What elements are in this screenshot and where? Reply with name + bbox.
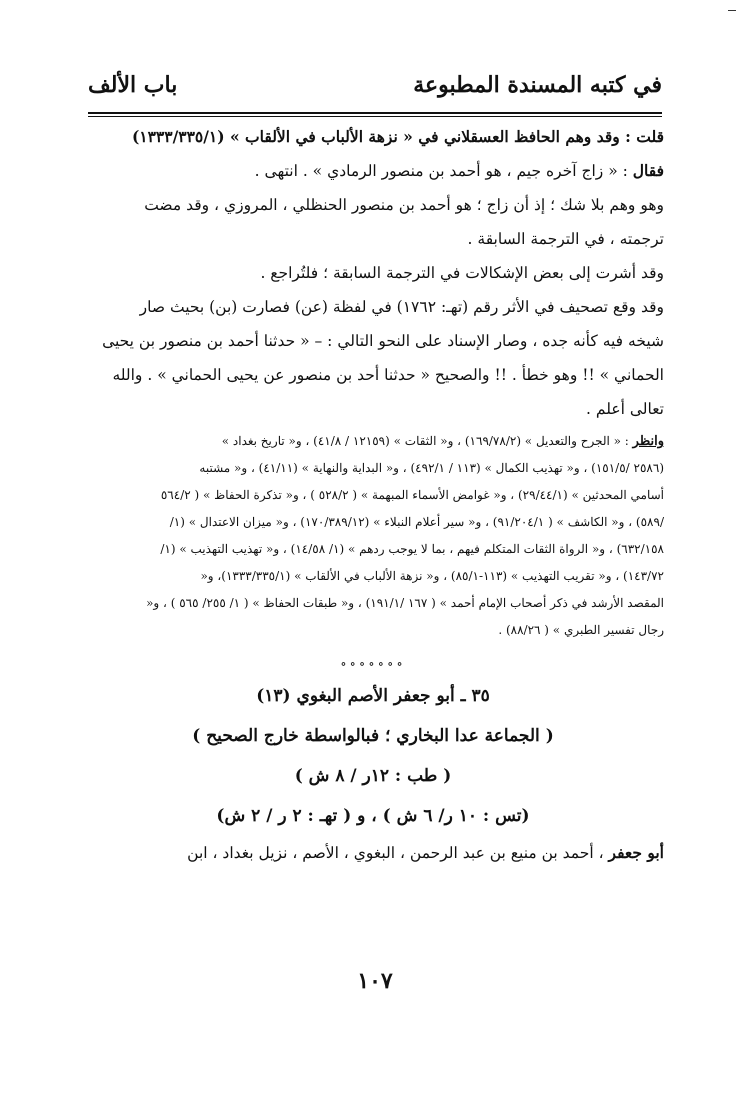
reference-text: : « الجرح والتعديل » (١٦٩/٧٨/٢) ، و« الثقات » (١٢١٥٩ / ٤١/٨) ، و« تاريخ بغداد » <box>221 434 633 448</box>
line-text: شيخه فيه كأنه جده ، وصار الإسناد على النحو التالي : – « حدثنا أحمد بن منصور بن يحيى <box>102 332 664 350</box>
line-text: تعالى أعلم . <box>586 400 664 418</box>
reference-line <box>82 563 664 590</box>
references-block <box>82 428 664 644</box>
reference-line <box>82 509 664 536</box>
chapter-title: باب الألف <box>88 72 178 98</box>
page-body <box>82 120 664 870</box>
paragraph-line <box>82 358 664 392</box>
paragraph-line <box>82 256 664 290</box>
paragraph-line <box>82 324 664 358</box>
entry-code-secondary: (تس : ١٠ ر/ ٦ ش ) ، و ( تهـ : ٢ ر / ٢ ش) <box>216 806 530 826</box>
line-text: قلت : وقد وهم الحافظ العسقلاني في « نزهة الألباب في الألقاب » (١٣٣٣/٣٣٥/١) <box>131 127 664 146</box>
reference-line <box>82 455 664 482</box>
line-text: وقد وقع تصحيف في الأثر رقم (تهـ: ١٧٦٢) في لفظة (عن) فصارت (بن) بحيث صار <box>139 298 664 316</box>
reference-line <box>82 536 664 563</box>
reference-text: /٥٨٩) ، و« الكاشف » ( ٩١/٢٠٤/١) ، و« سير أعلام النبلاء » (١٧٠/٣٨٩/١٢) ، و« ميزان الاعتدال » (١/ <box>169 515 664 529</box>
reference-text: أسامي المحدثين » (٢٩/٤٤/١) ، و« غوامض الأسماء المبهمة » ( ٥٢٨/٢ ) ، و« تذكرة الحفاظ » ( ٥٦٤/٢ <box>160 488 664 502</box>
header-rule-thin <box>88 116 662 117</box>
reference-text: ١٤٣/٧٢) ، و« تقريب التهذيب » (١١٣-٨٥/١) ، و« نزهة الألباب في الألقاب » (١٣٣٣/٣٣٥/١)، و« <box>200 569 664 583</box>
paragraph-line <box>82 154 664 188</box>
reference-text: رجال تفسير الطبري » ( ٨٨/٢٦) . <box>498 623 664 637</box>
paragraph-line <box>82 222 664 256</box>
page-header <box>88 72 662 112</box>
paragraph-line <box>82 392 664 426</box>
reference-line <box>82 617 664 644</box>
line-text: الحماني » !! وهو خطأ . !! والصحيح « حدثنا أحد بن منصور عن يحيى الحماني » . والله <box>112 366 664 384</box>
entry-text: ، أحمد بن منيع بن عبد الرحمن ، البغوي ، الأصم ، نزيل بغداد ، ابن <box>187 844 609 862</box>
line-text: وقد أشرت إلى بعض الإشكالات في الترجمة السابقة ؛ فلتُراجع . <box>260 264 664 282</box>
page-number: ١٠٧ <box>357 968 393 994</box>
paragraph-line <box>82 120 664 154</box>
paragraph-line <box>82 188 664 222</box>
line-text: : « زاج آخره جيم ، هو أحمد بن منصور الرمادي » . انتهى . <box>254 162 633 180</box>
reference-text: (٢٥٨٦ /١٥١/٥) ، و« تهذيب الكمال » (١١٣ / ٤٩٢/١) ، و« البداية والنهاية » (٤١/١١) ، و« مشتبه <box>199 461 664 475</box>
header-rule <box>88 112 662 114</box>
entry-code-primary: ( طب : ١٢ر / ٨ ش ) <box>294 766 452 786</box>
reference-text: ٦٣٢/١٥٨) ، و« الرواة الثقات المتكلم فيهم ، بما لا يوجب ردهم » (١/ ١٤/٥٨) ، و« تهذيب التهذيب » (١/ <box>160 542 664 556</box>
reference-line <box>82 590 664 617</box>
entry-first-line <box>82 836 664 870</box>
line-text: وهو وهم بلا شك ؛ إذ أن زاج ؛ هو أحمد بن منصور الحنظلي ، المروزي ، وقد مضت <box>144 196 664 214</box>
reference-line <box>82 428 664 455</box>
running-title: في كتبه المسندة المطبوعة <box>413 72 662 98</box>
corner-mark <box>728 10 736 11</box>
reference-text: المقصد الأرشد في ذكر أصحاب الإمام أحمد » ( ١٦٧ /١٩١/١) ، و« طبقات الحفاظ » ( ١/ ٢٥٥/ ٥٦٥ ) ، و« <box>146 596 664 610</box>
references-lead: وانظر <box>632 434 664 449</box>
paragraph-line <box>82 290 664 324</box>
line-text: ترجمته ، في الترجمة السابقة . <box>467 230 664 248</box>
line-lead: فقال <box>632 161 664 180</box>
reference-line <box>82 482 664 509</box>
entry-title: ٣٥ ـ أبو جعفر الأصم البغوي (١٣) <box>256 686 490 706</box>
section-separator: ∘∘∘∘∘∘∘ <box>340 657 406 672</box>
entry-lead: أبو جعفر <box>608 843 664 862</box>
entry-subtitle: ( الجماعة عدا البخاري ؛ فبالواسطة خارج الصحيح ) <box>192 726 554 746</box>
